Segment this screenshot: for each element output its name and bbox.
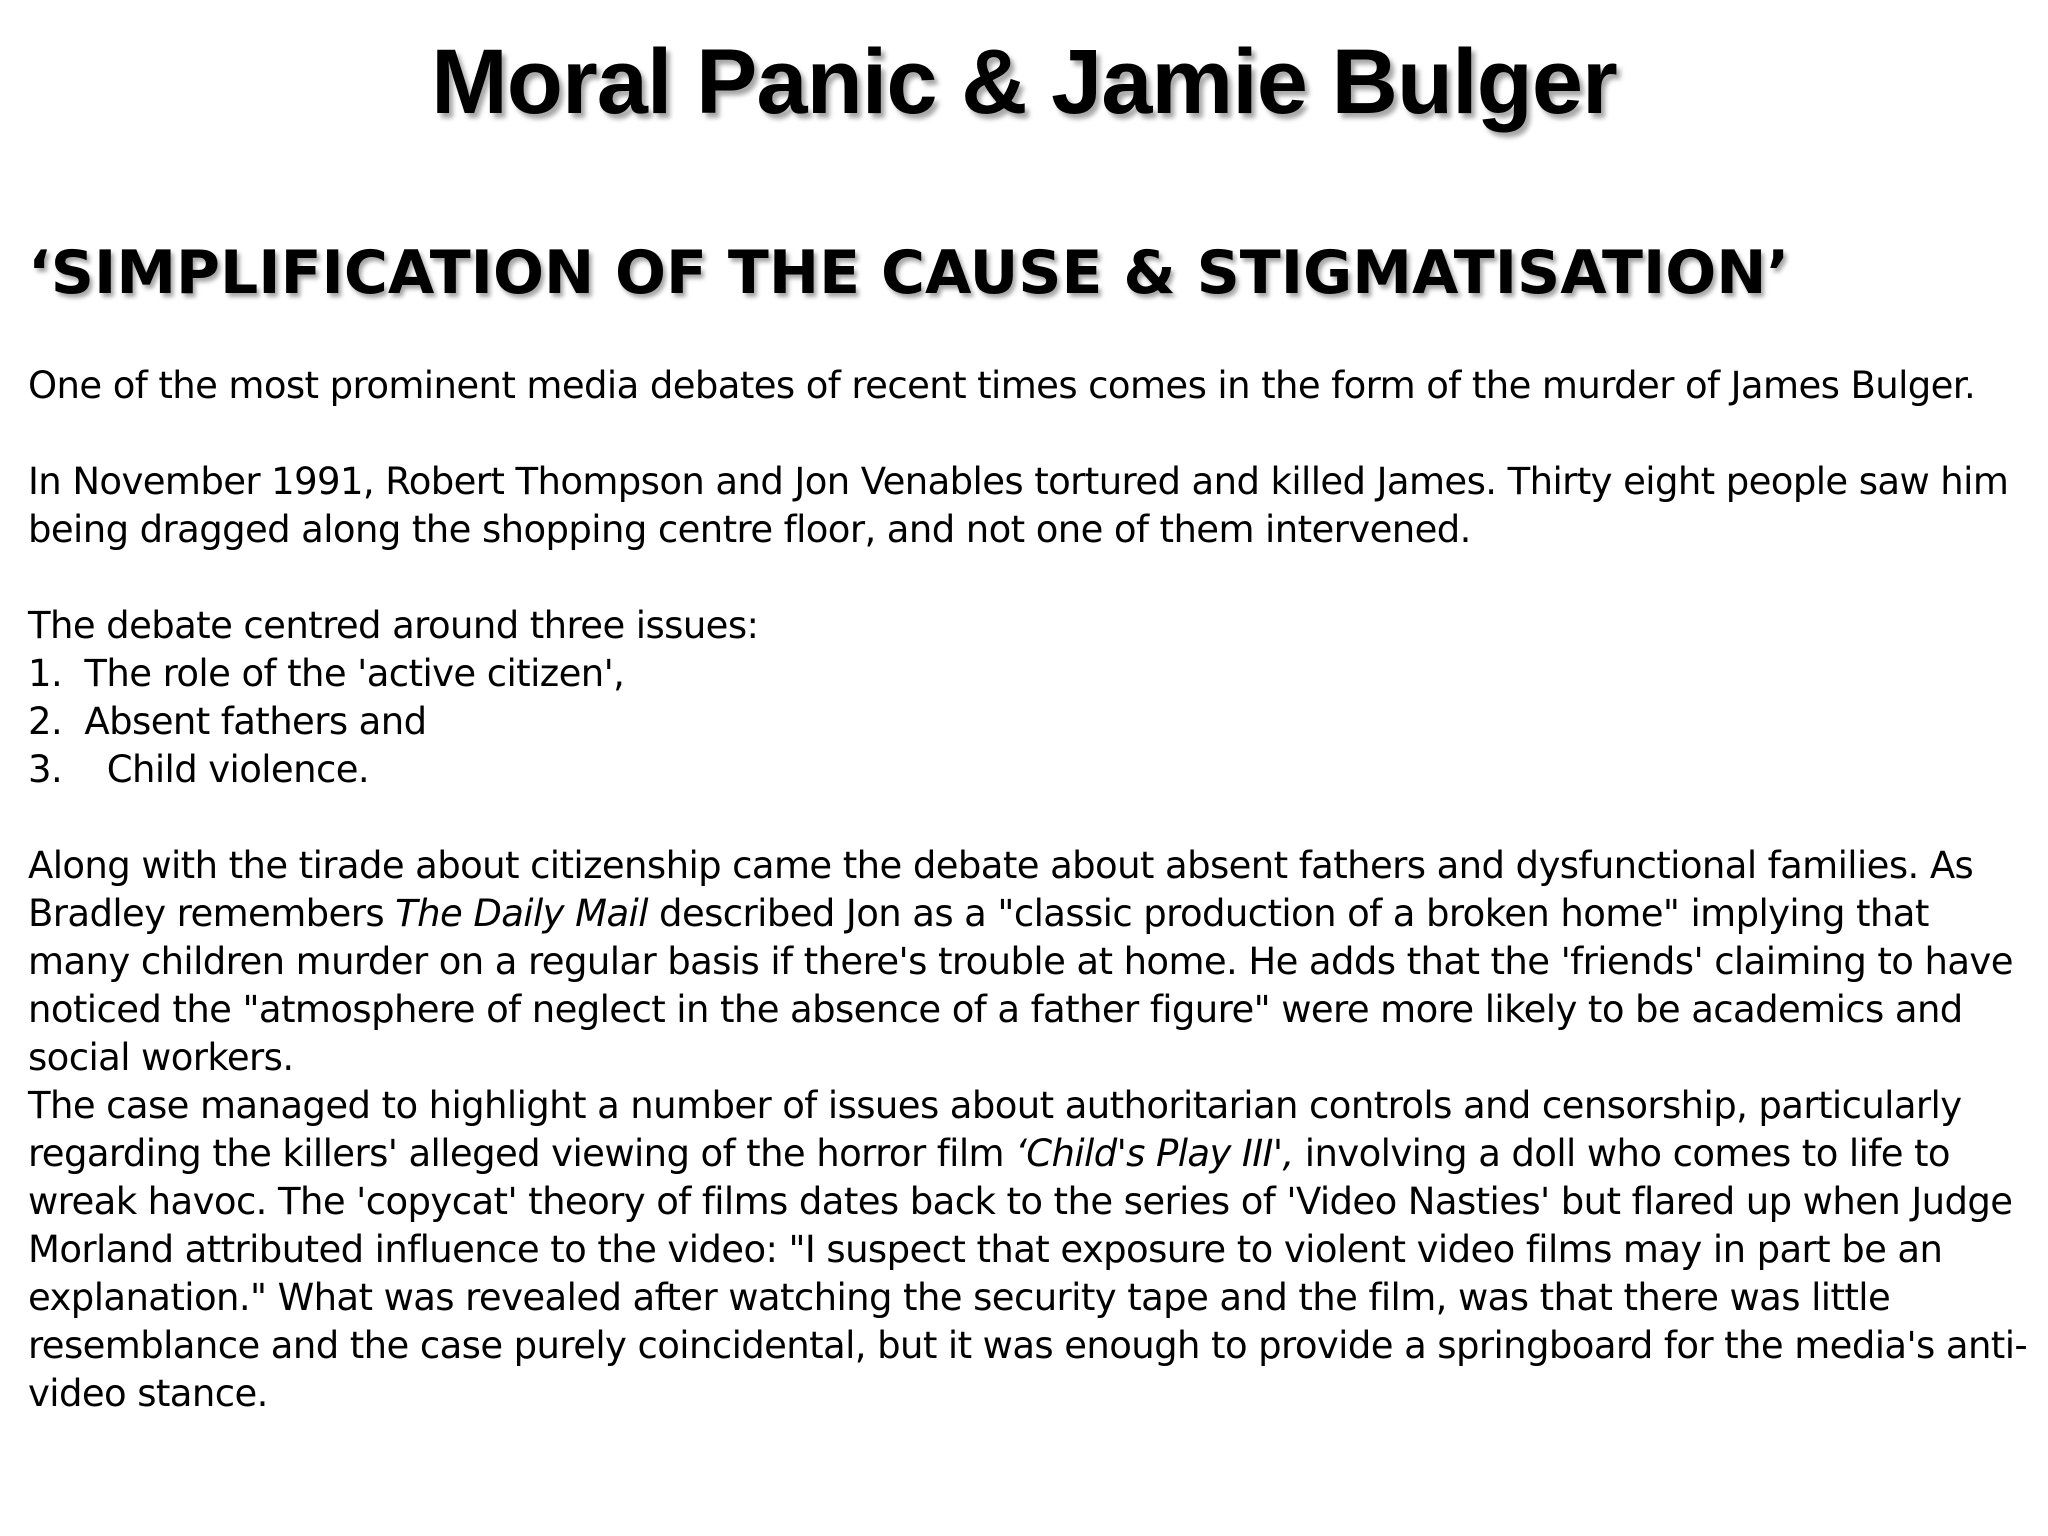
paragraph-event: In November 1991, Robert Thompson and Jon Venables tortured and killed James. Thirty eight people saw him being dragged along the shopping centre floor, and not one of them intervened.: [28, 460, 2009, 551]
section-heading: ‘SIMPLIFICATION OF THE CAUSE & STIGMATISATION’: [28, 238, 1790, 308]
paragraph-gap: [28, 554, 2038, 602]
page-title: Moral Panic & Jamie Bulger: [431, 31, 1617, 133]
paragraph-intro: One of the most prominent media debates of recent times comes in the form of the murder of James Bulger.: [28, 364, 1976, 407]
issue-item: 2. Absent fathers and: [28, 700, 427, 743]
newspaper-title: The Daily Mail: [395, 892, 648, 935]
paragraph-censorship: [28, 1082, 2038, 1418]
film-title: ‘Child's Play III',: [1015, 1132, 1294, 1175]
paragraph-text: involving a doll who comes to life to wreak havoc. The 'copycat' theory of films dates back to the series of 'Video Nasties' but flared up when Judge Morland attributed influence to the video: "I suspect that exposure to violent video films may in part be an explanation." What was revealed after watching the security tape and the film, was that there was little resemblance and the case purely coincidental, but it was enough to provide a springboard for the media's anti-video stance.: [28, 1132, 2028, 1415]
paragraph-text: The case managed to highlight a number of issues about authoritarian controls and censorship, particularly regarding the killers' alleged viewing of the horror film: [28, 1084, 1962, 1175]
paragraph-text: Along with the tirade about citizenship came the debate about absent fathers and dysfunctional families. As Bradley remembers: [28, 844, 1974, 935]
paragraph-gap: [28, 794, 2038, 842]
paragraph-gap: [28, 410, 2038, 458]
paragraph-absent-fathers: [28, 842, 2038, 1082]
issue-item: 1. The role of the 'active citizen',: [28, 652, 625, 695]
issue-item: 3. Child violence.: [28, 748, 370, 791]
issues-intro: The debate centred around three issues:: [28, 604, 759, 647]
body-text: [28, 362, 2038, 1418]
paragraph-text: described Jon as a "classic production of a broken home" implying that many children murder on a regular basis if there's trouble at home. He adds that the 'friends' claiming to have noticed the "atmosphere of neglect in the absence of a father figure" were more likely to be academics and social workers.: [28, 892, 2013, 1079]
